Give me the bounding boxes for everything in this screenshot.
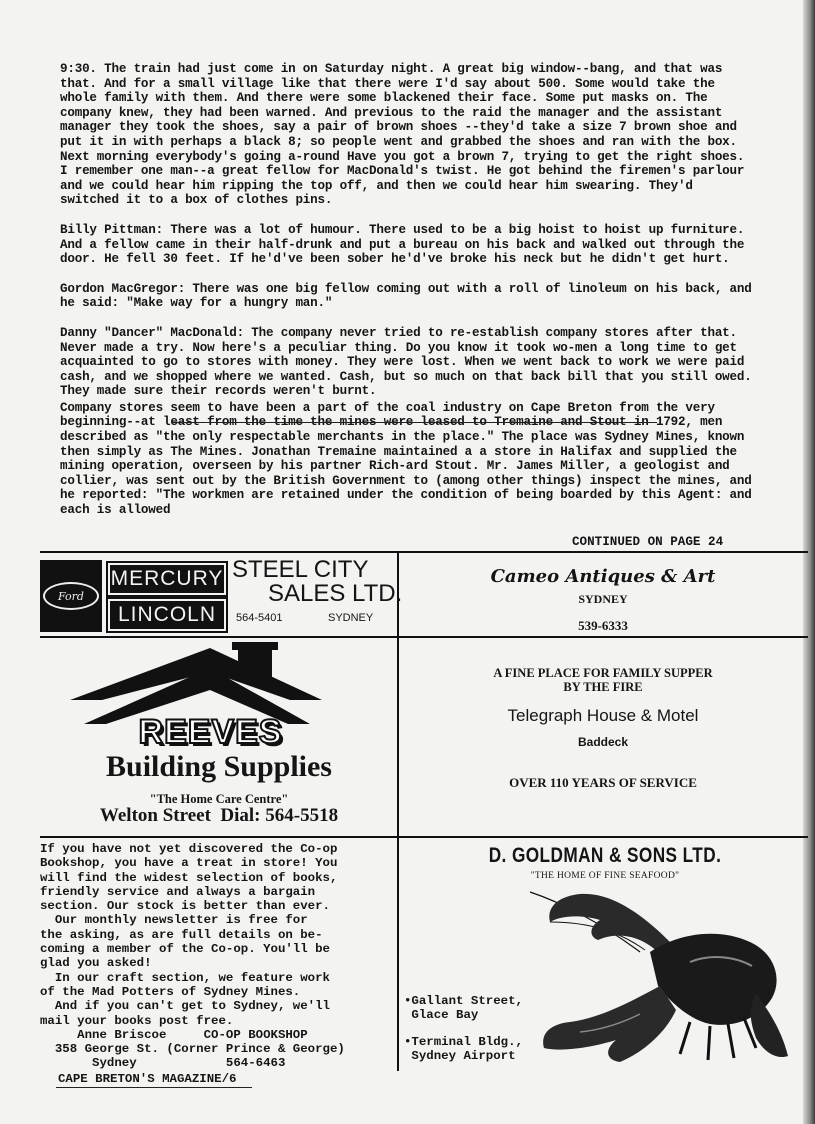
coop-line: 358 George St. (Corner Prince & George) [40, 1042, 345, 1057]
page-footer: CAPE BRETON'S MAGAZINE/6 [58, 1072, 237, 1086]
coop-line: Our monthly newsletter is free for [40, 913, 308, 928]
cameo-city: SYDNEY [578, 592, 628, 606]
coop-line: section. Our stock is better than ever. [40, 899, 330, 914]
cameo-title: Cameo Antiques & Art [490, 566, 716, 587]
steel-city-city: SYDNEY [328, 612, 374, 624]
reeves-tagline: "The Home Care Centre" [149, 792, 289, 806]
steel-city-line1: STEEL CITY [232, 556, 369, 583]
telegraph-line1: A FINE PLACE FOR FAMILY SUPPER [493, 666, 713, 680]
coop-line: the asking, as are full details on be- [40, 927, 323, 942]
article-body [60, 62, 755, 533]
coop-bookshop-ad [40, 842, 400, 1071]
goldman-tagline: "THE HOME OF FINE SEAFOOD" [530, 871, 680, 881]
reeves-subtitle: Building Supplies [106, 750, 332, 783]
coop-line: coming a member of the Co-op. You'll be [40, 942, 330, 957]
coop-line: Bookshop, you have a treat in store! You [40, 856, 338, 871]
telegraph-line2: BY THE FIRE [563, 680, 643, 694]
goldman-address-airport [404, 1035, 523, 1064]
ford-logo [40, 560, 102, 632]
coop-line: Anne Briscoe CO-OP BOOKSHOP [40, 1027, 308, 1042]
coop-line: glad you asked! [40, 956, 152, 971]
address-line: •Gallant Street, [404, 994, 523, 1008]
article-paragraph: Company stores seem to have been a part of the coal industry on Cape Breton from the very beginning--at least from the time the mines were leased to Tremaine and Stout in 1792, men described as "the only respectable merchants in the place." The place was Sydney Mines, known then simply as The Mines. Jonathan Tremaine maintained a a store in Halifax and supplied the mining operation, overseen by his partner Rich-ard Stout. Mr. James Miller, a geologist and collier, was sent out by the British Government to (among other things) inspect the mines, and he reported: "The workmen are retained under the condition of being boarded by this Agent: and each is allowed [60, 400, 752, 518]
continued-note: CONTINUED ON PAGE 24 [572, 535, 724, 549]
page-spine-shadow [803, 0, 815, 1124]
ad-grid-top [40, 551, 808, 553]
ford-oval-icon: Ford [43, 582, 99, 610]
address-line: Glace Bay [404, 1008, 479, 1023]
section-divider [172, 422, 657, 423]
coop-line: of the Mad Potters of Sydney Mines. [40, 984, 301, 999]
article-paragraph: Gordon MacGregor: There was one big fellow coming out with a roll of linoleum on his back, and he said: "Make way for a hungry man." [60, 281, 752, 311]
lobster-icon [520, 882, 796, 1072]
address-line: Sydney Airport [404, 1049, 516, 1064]
address-line: •Terminal Bldg., [404, 1035, 523, 1049]
coop-line: mail your books post free. [40, 1013, 234, 1028]
coop-line: If you have not yet discovered the Co-op [40, 842, 338, 856]
coop-line: Sydney 564-6463 [40, 1056, 286, 1071]
footer-rule [56, 1087, 252, 1088]
ad-grid-mid2 [40, 836, 808, 838]
goldman-name: D. GOLDMAN & SONS LTD. [488, 844, 722, 867]
steel-city-name [232, 558, 402, 606]
reeves-logo-text: REEVES [138, 713, 283, 751]
ad-grid-mid1 [40, 636, 808, 638]
article-paragraph: Billy Pittman: There was a lot of humour. There used to be a big hoist to hoist up furniture. And a fellow came in their half-drunk and put a bureau on his back and walked out through the door. He fell 30 feet. If he'd've been sober he'd've broke his neck but he didn't get hurt. [60, 222, 745, 267]
coop-line: friendly service and always a bargain [40, 884, 316, 899]
telegraph-name: Telegraph House & Motel [507, 706, 699, 725]
steel-city-phone: 564-5401 [236, 612, 283, 624]
coop-line: In our craft section, we feature work [40, 970, 330, 985]
coop-line: And if you can't get to Sydney, we'll [40, 999, 330, 1014]
telegraph-city: Baddeck [577, 735, 629, 749]
cameo-phone: 539-6333 [578, 618, 628, 633]
goldman-address-glace-bay [404, 994, 523, 1023]
reeves-address: Welton Street Dial: 564-5518 [99, 805, 339, 826]
lincoln-badge: LINCOLN [106, 597, 228, 633]
telegraph-service: OVER 110 YEARS OF SERVICE [509, 775, 697, 790]
article-paragraph: Danny "Dancer" MacDonald: The company never tried to re-establish company stores after that. Never made a try. Now here's a peculiar thing. Do you know it took wo-men a long time to get acquainted to go to stores with money. They were lost. When we went back to work we were paid cash, and we shopped where we wanted. Cash, but so much on that back bill that you still owed. They made sure their records weren't burnt. [60, 325, 752, 399]
mercury-badge: MERCURY [106, 561, 228, 597]
article-paragraph: 9:30. The train had just come in on Saturday night. A great big window--bang, and that was that. And for a small village like that there were I'd say about 500. Some would take the whole family with them. And there were some blackened their face. Some put masks on. The company knew, they had been warned. And previous to the raid the manager and the assistant manager they took the shoes, say a pair of brown shoes --they'd take a size 7 brown shoe and put it in with perhaps a black 8; so people went and grabbed the shoes and ran with the box. Next morning everybody's going a-round Have you got a brown 7, trying to get the right shoes. I remember one man--a great fellow for MacDonald's twist. He got behind the firemen's parlour and we could hear him ripping the top off, and then we could hear him swearing. They'd switched it to a box of clothes pins. [60, 62, 745, 208]
steel-city-line2: SALES LTD. [268, 580, 403, 607]
coop-line: will find the widest selection of books, [40, 870, 338, 885]
